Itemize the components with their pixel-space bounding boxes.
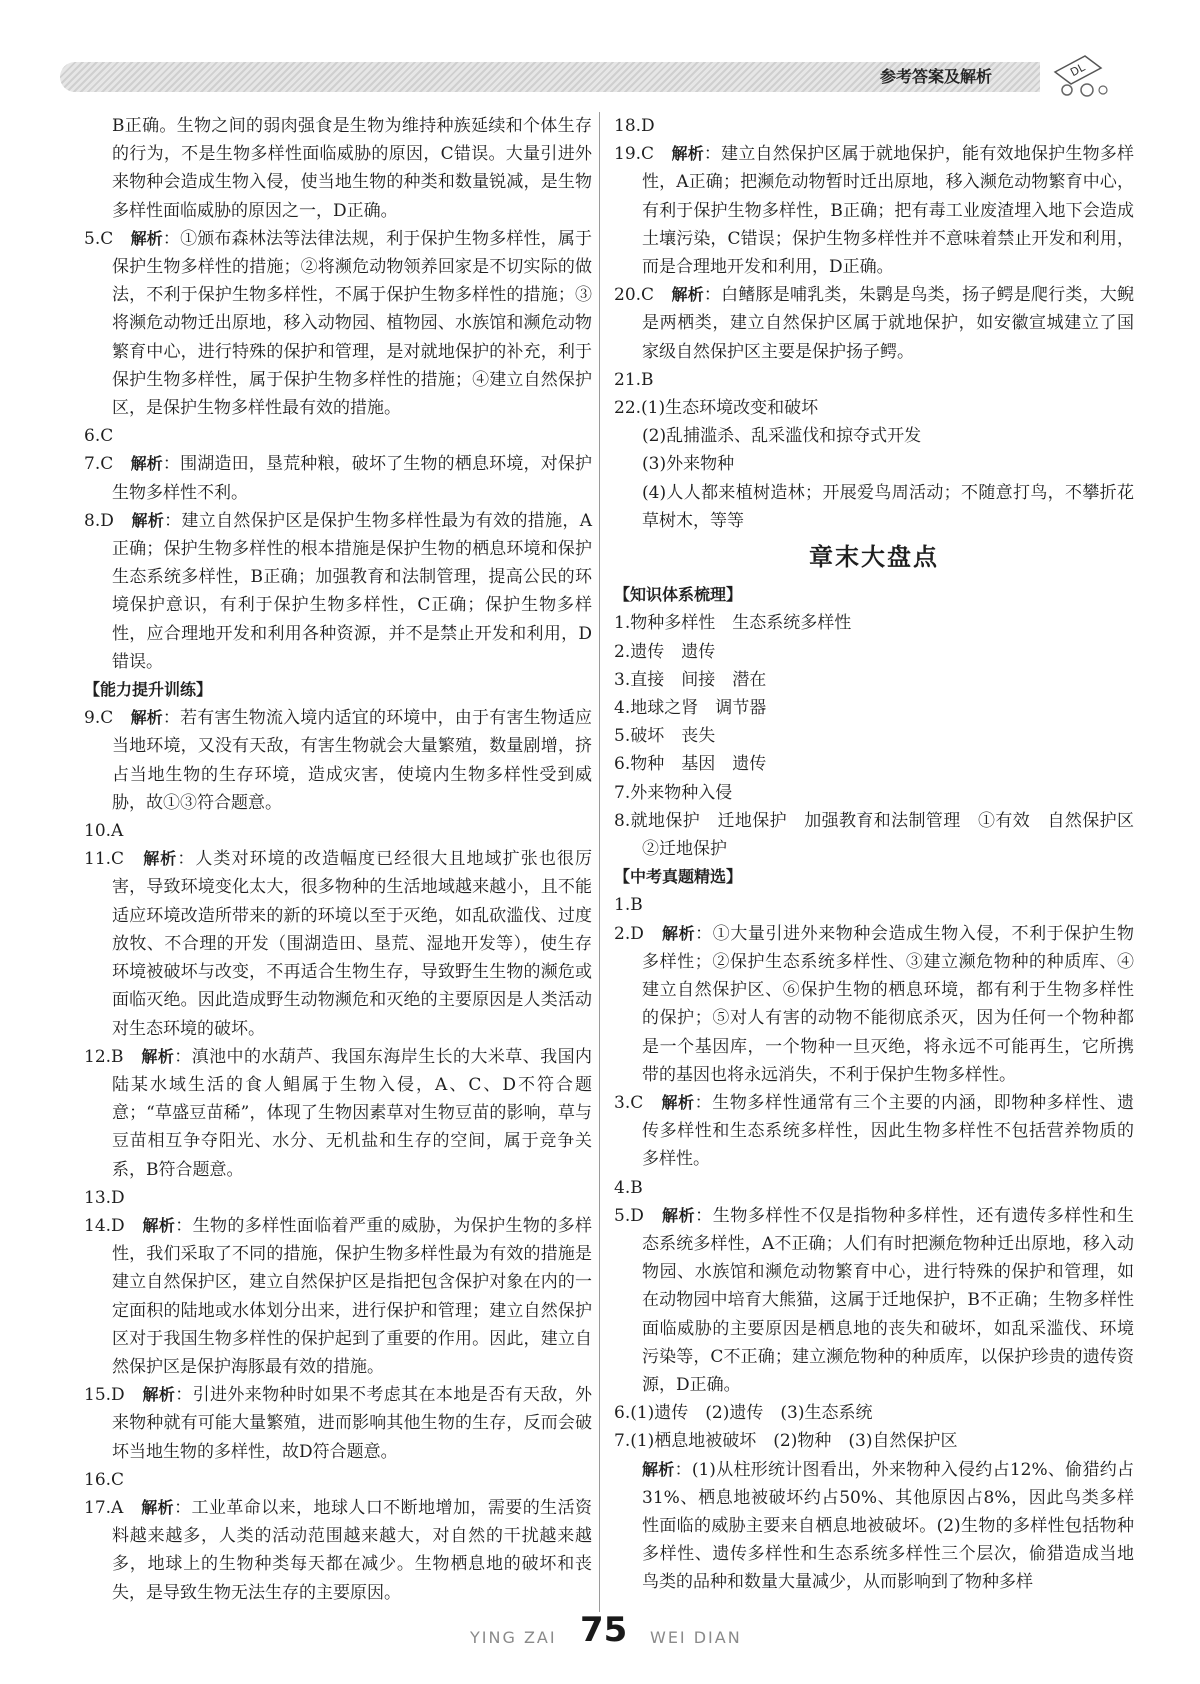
- dl-logo-icon: [1045, 54, 1115, 98]
- page-header: [60, 54, 1100, 96]
- logo-text: DL: [1068, 60, 1088, 80]
- answer-20: 20.C 解析：白鳍豚是哺乳类，朱鹮是鸟类，扬子鳄是爬行类，大鲵是两栖类，建立自然保护区属于就地保护，如安徽宣城建立了国家级自然保护区主要是保护扬子鳄。: [614, 285, 1135, 362]
- answer-22-part-2: (2)乱捕滥杀、乱采滥伐和掠夺式开发: [642, 426, 922, 447]
- section-knowledge-system: 【知识体系梳理】: [614, 585, 743, 605]
- chapter-title: 章末大盘点: [809, 543, 939, 572]
- exam-answer-5: 5.D 解析：生物多样性不仅是指物种多样性，还有遗传多样性和生态系统多样性，A不正确；人们有时把濒危物种迁出原地，移入动物园、水族馆和濒危动物繁育中心，进行特殊的保护和管理，如在动物园中培育大熊猫，这属于迁地保护，B不正确；生物多样性面临威胁的主要原因是栖息地的丧失和破坏，如乱采滥伐、环境污染等，C不正确；建立濒危物种的种质库，以保护珍贵的遗传资源，D正确。: [614, 1205, 1134, 1395]
- exam-answer-2: 2.D 解析：①大量引进外来物种会造成生物入侵，不利于保护生物多样性；②保护生态系统多样性、③建立濒危物种的种质库、④建立自然保护区、⑥保护生物的栖息环境，都有利于生物多样性的保护；⑤对人有害的动物不能彻底杀灭，因为任何一个物种都是一个基因库，一个物种一旦灭绝，将永远不可能再生，它所携带的基因也将永远消失，不利于保护生物多样性。: [614, 923, 1134, 1085]
- answer-11: 11.C 解析：人类对环境的改造幅度已经很大且地域扩张也很厉害，导致环境变化太大，很多物种的生活地域越来越小，且不能适应环境改造所带来的新的环境以至于灭绝，如乱砍滥伐、过度放牧、不合理的开发（围湖造田、垦荒、湿地开发等），使生存环境被破坏与改变，不再适合生物生存，导致野生生物的濒危或面临灭绝。因此造成野生动物濒危和灭绝的主要原因是人类活动对生态环境的破坏。: [84, 849, 592, 1039]
- answer-22-part-4: (4)人人都来植树造林；开展爱鸟周活动；不随意打鸟，不攀折花草树木，等等: [642, 482, 1134, 531]
- answer-continued: B正确。生物之间的弱肉强食是生物为维持种族延续和个体生存的行为，不是生物多样性面临威胁的原因，C错误。大量引进外来物种会造成生物入侵，使当地生物的种类和数量锐减，是生物多样性面临威胁的原因之一，D正确。: [112, 116, 592, 221]
- answer-12: 12.B 解析：滇池中的水葫芦、我国东海岸生长的大米草、我国内陆某水域生活的食人鲳属于生物入侵，A、C、D不符合题意；“草盛豆苗稀”，体现了生物因素草对生物豆苗的影响，草与豆苗相互争夺阳光、水分、无机盐和生存的空间，属于竞争关系，B符合题意。: [84, 1046, 593, 1180]
- answer-15: 15.D 解析：引进外来物种时如果不考虑其在本地是否有天敌，外来物种就有可能大量繁殖，进而影响其他生物的生存，反而会破坏当地生物的多样性，故D符合题意。: [84, 1385, 592, 1462]
- knowledge-5: 5.破坏 丧失: [614, 726, 716, 747]
- exam-answer-7-analysis: 解析：(1)从柱形统计图看出，外来物种入侵约占12%、偷猎约占31%、栖息地被破坏约占50%、其他原因占8%，因此鸟类多样性面临的威胁主要来自栖息地被破坏。(2)生物的多样性包括物种多样性、遗传多样性和生态系统多样性三个层次，偷猎造成当地鸟类的品种和数量大量减少，从而影响到了物种多样: [642, 1459, 1134, 1593]
- answer-6: 6.C: [84, 426, 114, 447]
- knowledge-6: 6.物种 基因 遗传: [614, 754, 767, 775]
- page-number: 75: [580, 1610, 628, 1650]
- knowledge-7: 7.外来物种入侵: [614, 782, 733, 803]
- answer-7: 7.C 解析：围湖造田，垦荒种粮，破坏了生物的栖息环境，对保护生物多样性不利。: [84, 454, 592, 503]
- exam-answer-4: 4.B: [614, 1177, 643, 1198]
- answer-17: 17.A 解析：工业革命以来，地球人口不断地增加，需要的生活资料越来越多，人类的活动范围越来越大，对自然的干扰越来越多，地球上的生物种类每天都在减少。生物栖息地的破坏和丧失，是导致生物无法生存的主要原因。: [84, 1497, 593, 1603]
- knowledge-1: 1.物种多样性 生态系统多样性: [614, 613, 852, 634]
- exam-answer-6: 6.(1)遗传 (2)遗传 (3)生态系统: [614, 1403, 873, 1424]
- left-column: [84, 112, 592, 1607]
- answer-13: 13.D: [84, 1187, 125, 1208]
- knowledge-4: 4.地球之肾 调节器: [614, 698, 767, 719]
- exam-answer-7: 7.(1)栖息地被破坏 (2)物种 (3)自然保护区: [614, 1431, 958, 1452]
- answer-21: 21.B: [614, 369, 654, 390]
- footer-right-text: WEI DIAN: [650, 1628, 742, 1647]
- answer-22: 22.(1)生态环境改变和破坏: [614, 398, 819, 419]
- section-ability-training: 【能力提升训练】: [84, 680, 213, 700]
- page-footer: [0, 1610, 1200, 1660]
- answer-8: 8.D 解析：建立自然保护区是保护生物多样性最为有效的措施，A正确；保护生物多样性的根本措施是保护生物的栖息环境和保护生态系统多样性，B正确；加强教育和法制管理，提高公民的环境保护意识，有利于保护生物多样性，C正确；保护生物多样性，应合理地开发和利用各种资源，并不是禁止开发和利用，D错误。: [84, 510, 592, 672]
- answer-19: 19.C 解析：建立自然保护区属于就地保护，能有效地保护生物多样性，A正确；把濒危动物暂时迁出原地，移入濒危动物繁育中心，有利于保护生物多样性，B正确；把有毒工业废渣埋入地下会造成土壤污染，C错误；保护生物多样性并不意味着禁止开发和利用，而是合理地开发和利用，D正确。: [614, 144, 1135, 278]
- exam-answer-3: 3.C 解析：生物多样性通常有三个主要的内涵，即物种多样性、遗传多样性和生态系统多样性，因此生物多样性不包括营养物质的多样性。: [614, 1092, 1134, 1170]
- footer-left-text: YING ZAI: [470, 1628, 557, 1647]
- answer-9: 9.C 解析：若有害生物流入境内适宜的环境中，由于有害生物适应当地环境，又没有天敌，有害生物就会大量繁殖，数量剧增，挤占当地生物的生存环境，造成灾害，使境内生物多样性受到威胁，故①③符合题意。: [84, 708, 592, 813]
- knowledge-8: 8.就地保护 迁地保护 加强教育和法制管理 ①有效 自然保护区 ②迁地保护: [614, 810, 1151, 860]
- knowledge-2: 2.遗传 遗传: [614, 641, 716, 662]
- right-column: [614, 112, 1151, 1597]
- answer-22-part-3: (3)外来物种: [642, 454, 735, 475]
- exam-answer-1: 1.B: [614, 895, 643, 916]
- knowledge-3: 3.直接 间接 潜在: [614, 669, 767, 690]
- answer-5: 5.C 解析：①颁布森林法等法律法规，利于保护生物多样性，属于保护生物多样性的措施；②将濒危动物领养回家是不切实际的做法，不利于保护生物多样性，不属于保护生物多样性的措施；③将濒危动物迁出原地，移入动物园、植物园、水族馆和濒危动物繁育中心，进行特殊的保护和管理，是对就地保护的补充，利于保护生物多样性，属于保护生物多样性的措施；④建立自然保护区，是保护生物多样性最有效的措施。: [84, 228, 592, 419]
- answer-10: 10.A: [84, 821, 124, 842]
- answer-18: 18.D: [614, 116, 655, 136]
- header-title: 参考答案及解析: [880, 67, 993, 86]
- answer-16: 16.C: [84, 1469, 125, 1490]
- answer-14: 14.D 解析：生物的多样性面临着严重的威胁，为保护生物的多样性，我们采取了不同的措施，保护生物多样性最为有效的措施是建立自然保护区，建立自然保护区是指把包含保护对象在内的一定面积的陆地或水体划分出来，进行保护和管理；建立自然保护区对于我国生物多样性的保护起到了重要的作用。因此，建立自然保护区是保护海豚最有效的措施。: [84, 1215, 592, 1377]
- column-divider: [599, 112, 600, 1612]
- section-exam-questions: 【中考真题精选】: [614, 867, 743, 887]
